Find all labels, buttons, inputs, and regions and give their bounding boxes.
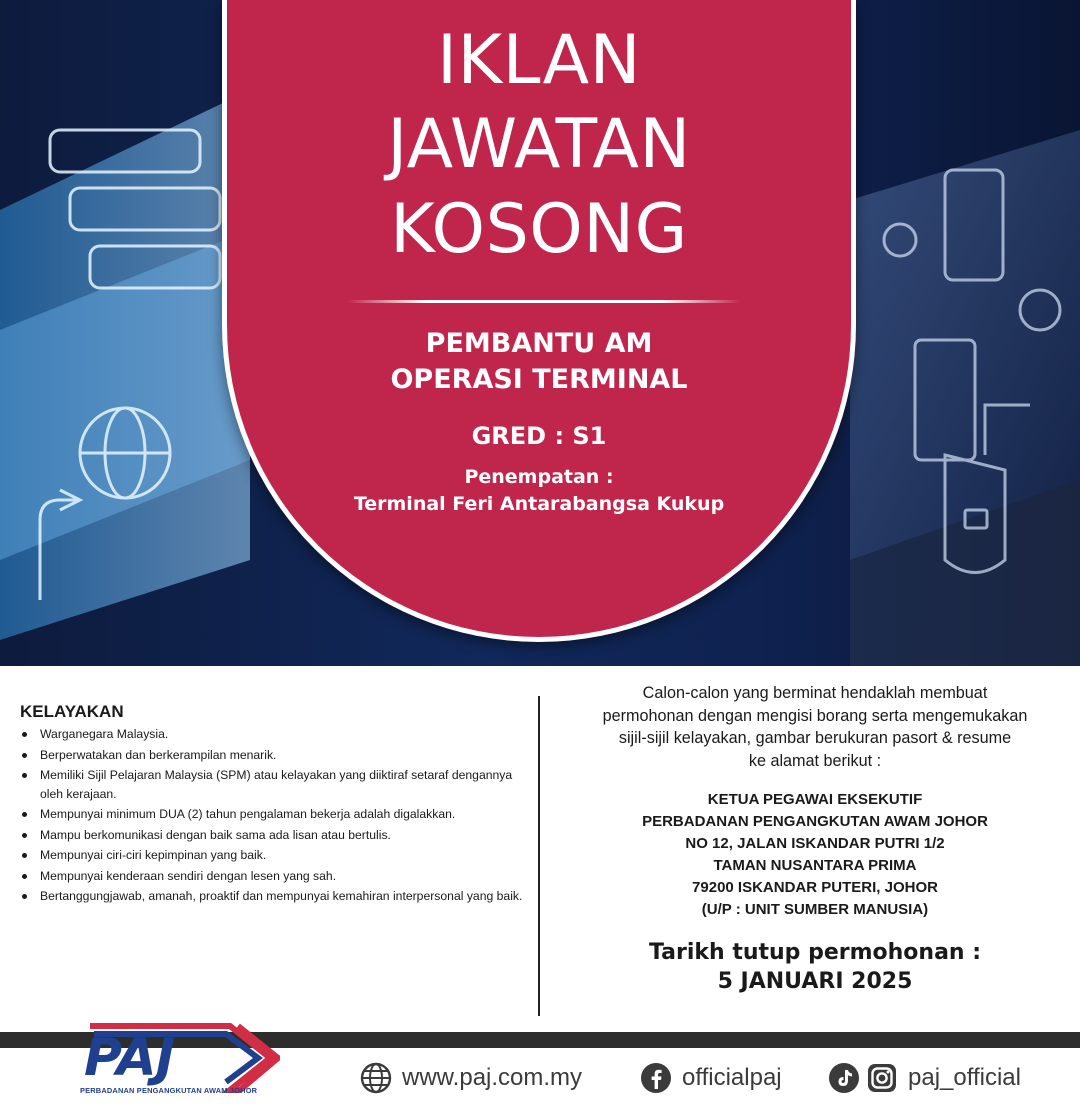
- address-line: PERBADANAN PENGANGKUTAN AWAM JOHOR: [642, 813, 988, 830]
- website-text: www.paj.com.my: [402, 1064, 583, 1091]
- title-divider: [347, 300, 741, 303]
- position-grade: GRED : S1: [471, 422, 607, 450]
- headline-line-2: JAWATAN: [387, 105, 691, 184]
- website-link[interactable]: [360, 1060, 582, 1096]
- facebook-icon: [640, 1062, 672, 1094]
- qualification-item: Bertanggungjawab, amanah, proaktif dan mempunyai kemahiran interpersonal yang baik.: [20, 887, 530, 906]
- placement-label: Penempatan :: [464, 466, 614, 488]
- intro-line: ke alamat berikut :: [748, 751, 882, 770]
- headline-line-1: IKLAN: [437, 21, 641, 100]
- instagram-text: paj_official: [908, 1064, 1021, 1091]
- mailing-address: [558, 789, 1072, 921]
- facebook-text: officialpaj: [682, 1064, 782, 1091]
- position-title-line-1: PEMBANTU AM: [425, 328, 653, 359]
- logo-fullname: PERBADANAN PENGANGKUTAN AWAM JOHOR: [80, 1086, 258, 1095]
- closing-date-value: 5 JANUARI 2025: [717, 969, 913, 994]
- qualification-item: Mempunyai ciri-ciri kepimpinan yang baik.: [20, 846, 530, 865]
- facebook-link[interactable]: [640, 1060, 782, 1096]
- address-line: NO 12, JALAN ISKANDAR PUTRI 1/2: [685, 835, 945, 852]
- address-line: TAMAN NUSANTARA PRIMA: [713, 857, 917, 874]
- qualification-item: Warganegara Malaysia.: [20, 725, 530, 744]
- job-title-panel: [222, 0, 856, 642]
- qualification-item: Mempunyai minimum DUA (2) tahun pengalaman bekerja adalah digalakkan.: [20, 805, 530, 824]
- intro-line: Calon-calon yang berminat hendaklah membuat: [642, 684, 988, 702]
- headline-line-3: KOSONG: [390, 190, 688, 269]
- qualification-item: Mempunyai kenderaan sendiri dengan lesen yang sah.: [20, 867, 530, 886]
- qualification-item: Mampu berkomunikasi dengan baik sama ada lisan atau bertulis.: [20, 826, 530, 845]
- column-divider: [538, 696, 540, 1016]
- details-section: [0, 666, 1080, 1032]
- tiktok-icon: [828, 1062, 860, 1094]
- globe-icon: [360, 1062, 392, 1094]
- intro-line: permohonan dengan mengisi borang serta mengemukakan: [602, 706, 1028, 725]
- application-instructions: [558, 682, 1072, 996]
- qualifications-heading: KELAYAKAN: [20, 702, 124, 721]
- application-intro: [558, 682, 1072, 772]
- address-line: KETUA PEGAWAI EKSEKUTIF: [707, 791, 923, 808]
- placement-value: Terminal Feri Antarabangsa Kukup: [353, 493, 725, 515]
- position-title-line-2: OPERASI TERMINAL: [390, 364, 688, 395]
- address-line: (U/P : UNIT SUMBER MANUSIA): [701, 901, 929, 918]
- closing-date-label: Tarikh tutup permohonan :: [648, 940, 982, 965]
- qualification-item: Memiliki Sijil Pelajaran Malaysia (SPM) atau kelayakan yang diiktiraf setaraf dengannya oleh kerajaan.: [20, 766, 530, 803]
- instagram-icon: [866, 1062, 898, 1094]
- intro-line: sijil-sijil kelayakan, gambar berukuran pasort & resume: [618, 729, 1012, 747]
- logo-text: PAJ: [84, 1028, 174, 1088]
- tiktok-instagram-link[interactable]: [828, 1060, 1021, 1096]
- qualifications-section: [20, 702, 530, 908]
- address-line: 79200 ISKANDAR PUTERI, JOHOR: [692, 879, 938, 896]
- qualification-item: Berperwatakan dan berkerampilan menarik.: [20, 746, 530, 765]
- qualifications-list: [20, 725, 530, 906]
